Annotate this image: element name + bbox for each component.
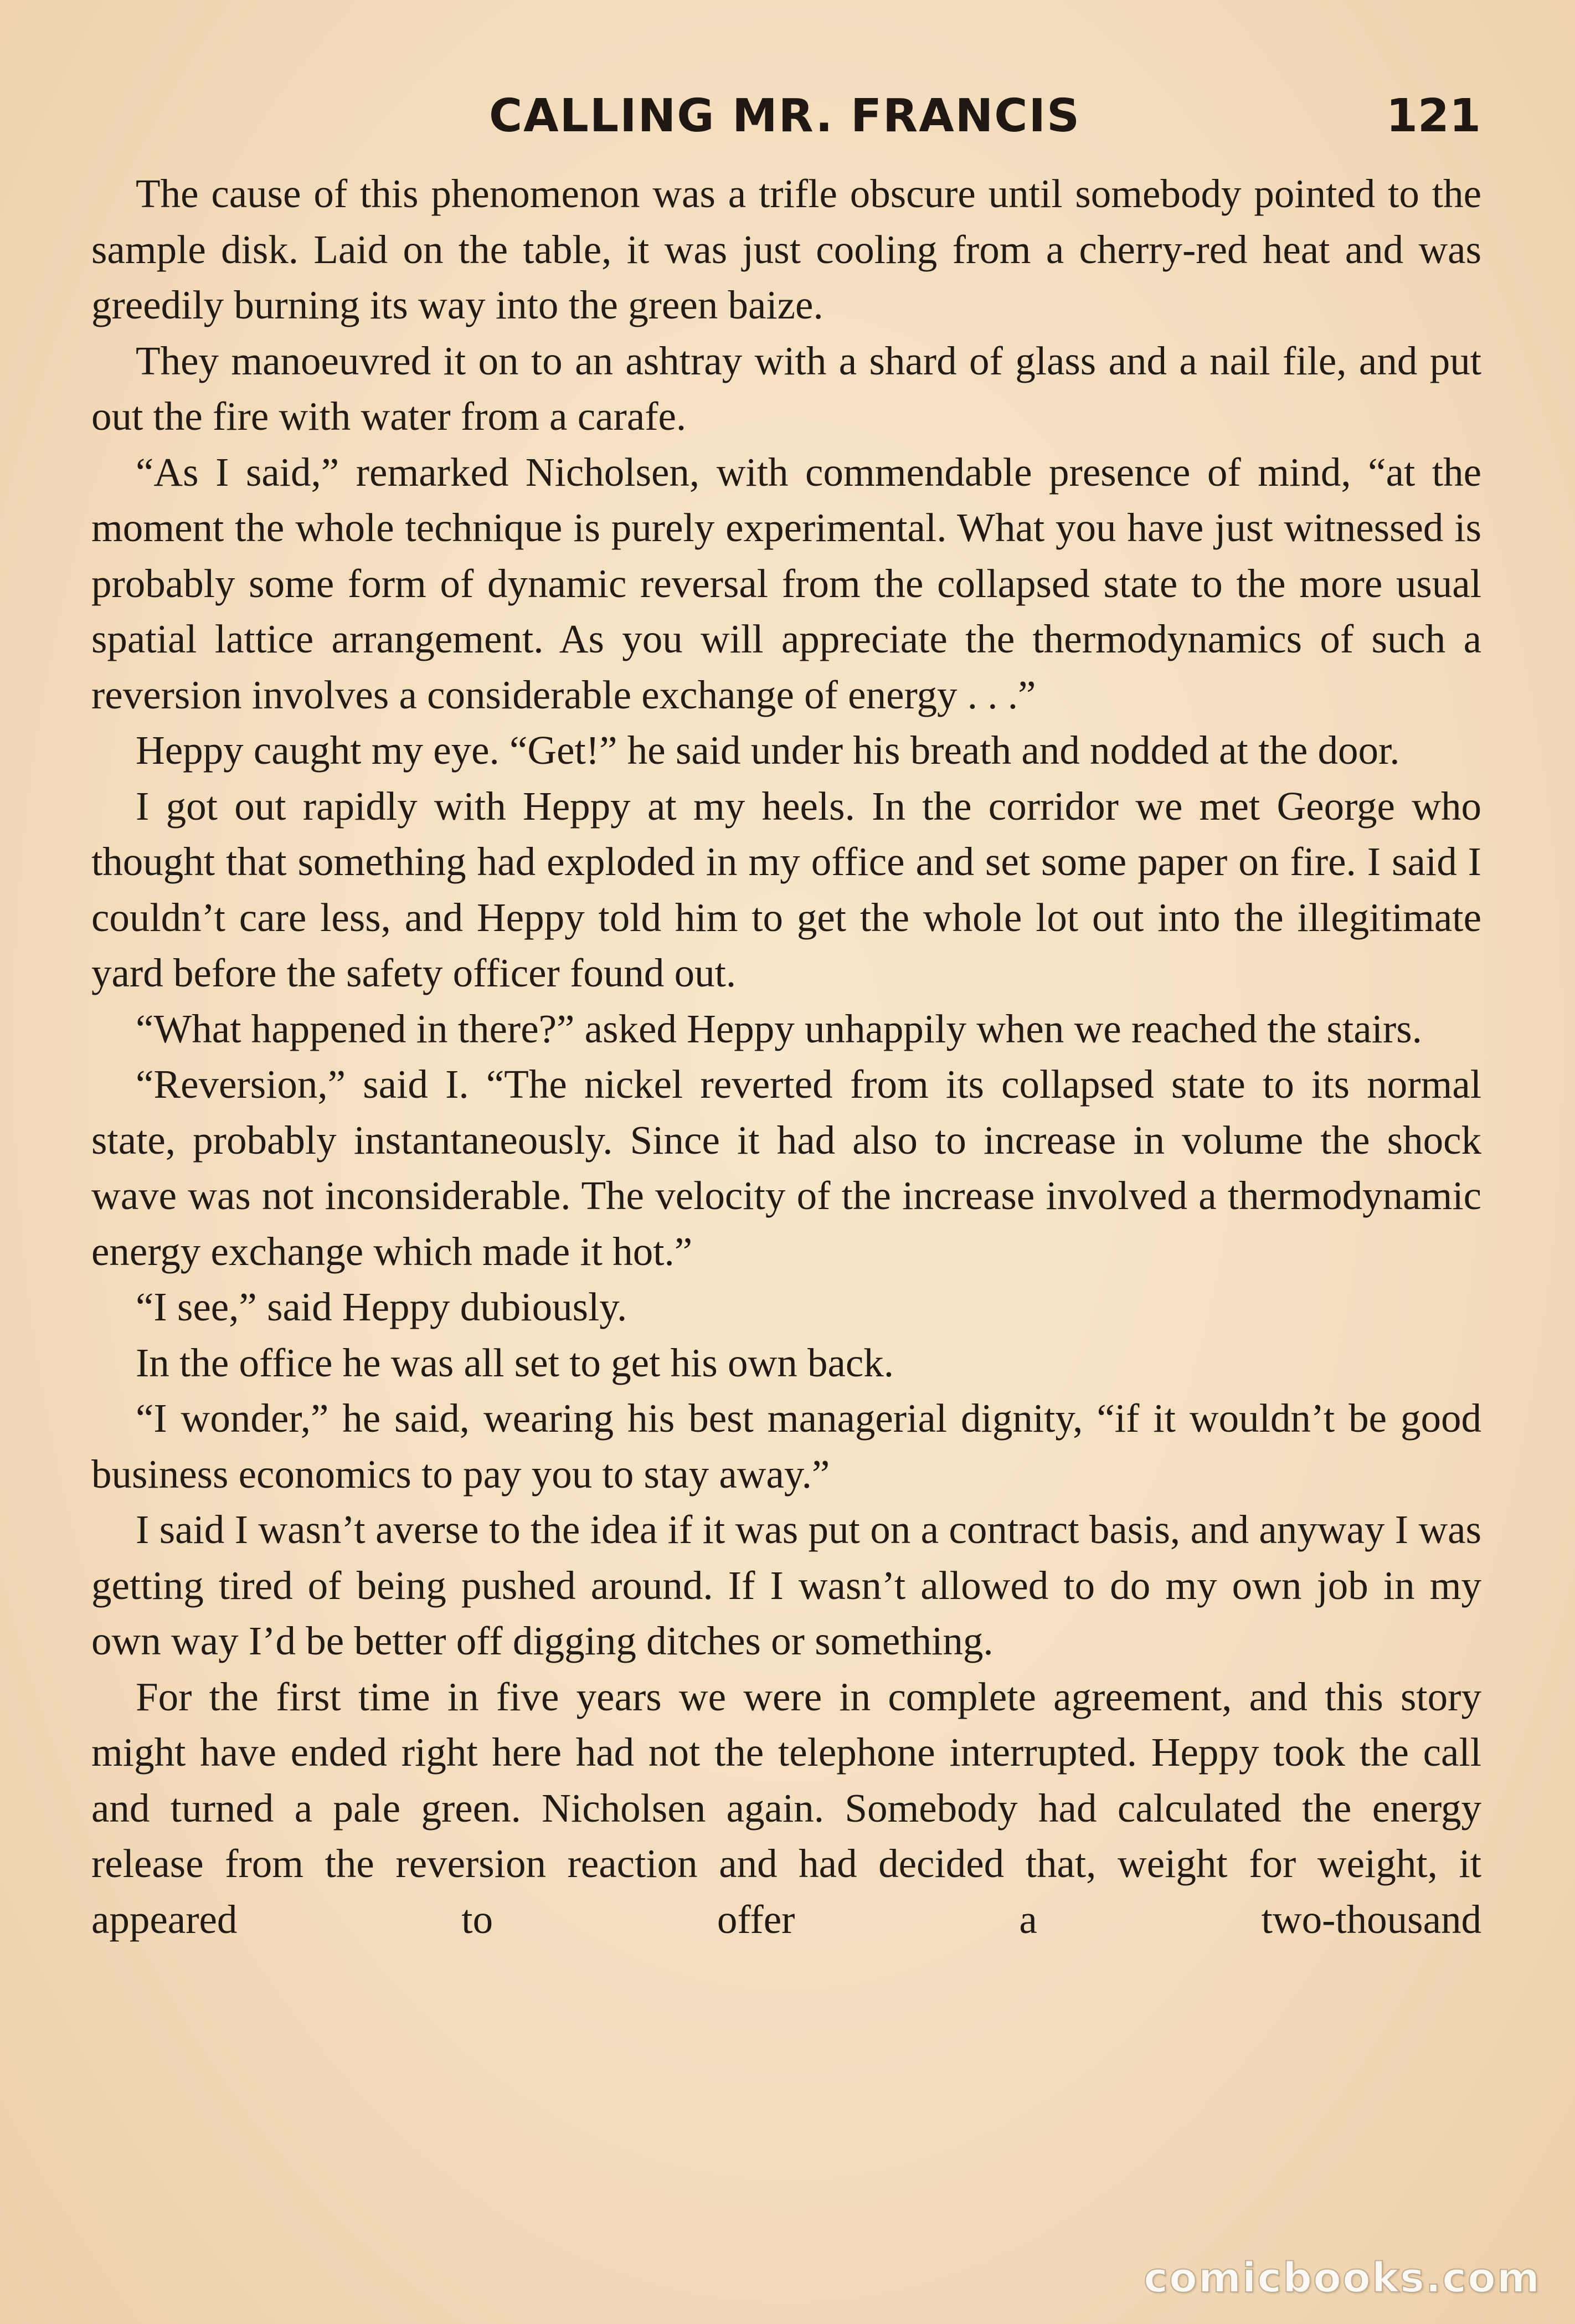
paragraph: I got out rapidly with Heppy at my heels. In the corridor we met George who thought that something had exploded in my office and set some paper on fire. I said I couldn’t care less, and Heppy told him to get the whole lot out into the illegitimate yard before the safety officer found out.: [91, 783, 1481, 995]
paragraph: In the office he was all set to get his own back.: [136, 1340, 894, 1385]
paragraph: “What happened in there?” asked Heppy unhappily when we reached the stairs.: [136, 1006, 1422, 1051]
paragraph: “I wonder,” he said, wearing his best managerial dignity, “if it wouldn’t be good business economics to pay you to stay away.”: [91, 1396, 1481, 1497]
paragraph: For the first time in five years we were in complete agreement, and this story might have ended right here had not the telephone interrupted. Heppy took the call and turned a pale green. Nicholsen again. Somebody had calculated the energy release from the reversion reaction and had decided that, weight for weight, it appeared to offer a two-thousand: [91, 1674, 1481, 1942]
paragraph: I said I wasn’t averse to the idea if it was put on a contract basis, and anyway I was getting tired of being pushed around. If I wasn’t allowed to do my own job in my own way I’d be better off digging ditches or something.: [91, 1507, 1481, 1663]
watermark: comicbooks.com: [1144, 2254, 1541, 2302]
page-header: [89, 83, 1481, 150]
paragraph: “Reversion,” said I. “The nickel reverted from its collapsed state to its normal state, probably instantaneously. Since it had also to increase in volume the shock wave was not inconsiderable. The velocity of the increase involved a thermodynamic energy exchange which made it hot.”: [91, 1062, 1481, 1274]
running-head: CALLING MR. FRANCIS: [488, 90, 1081, 142]
paragraph: “As I said,” remarked Nicholsen, with commendable presence of mind, “at the moment the whole technique is purely experimental. What you have just witnessed is probably some form of dynamic reversal from the collapsed state to the more usual spatial lattice arrangement. As you will appreciate the thermodynamics of such a reversion involves a considerable exchange of energy . . .”: [91, 449, 1481, 717]
body-text: [91, 166, 1481, 1947]
paragraph: The cause of this phenomenon was a trifle obscure until somebody pointed to the sample disk. Laid on the table, it was just cooling from a cherry-red heat and was greedily burning its way into the green baize.: [91, 171, 1481, 327]
page-number: 121: [1386, 90, 1481, 142]
paragraph: They manoeuvred it on to an ashtray with a shard of glass and a nail file, and put out the fire with water from a carafe.: [91, 338, 1481, 439]
paragraph: Heppy caught my eye. “Get!” he said under his breath and nodded at the door.: [136, 728, 1400, 773]
paragraph: “I see,” said Heppy dubiously.: [136, 1284, 627, 1329]
